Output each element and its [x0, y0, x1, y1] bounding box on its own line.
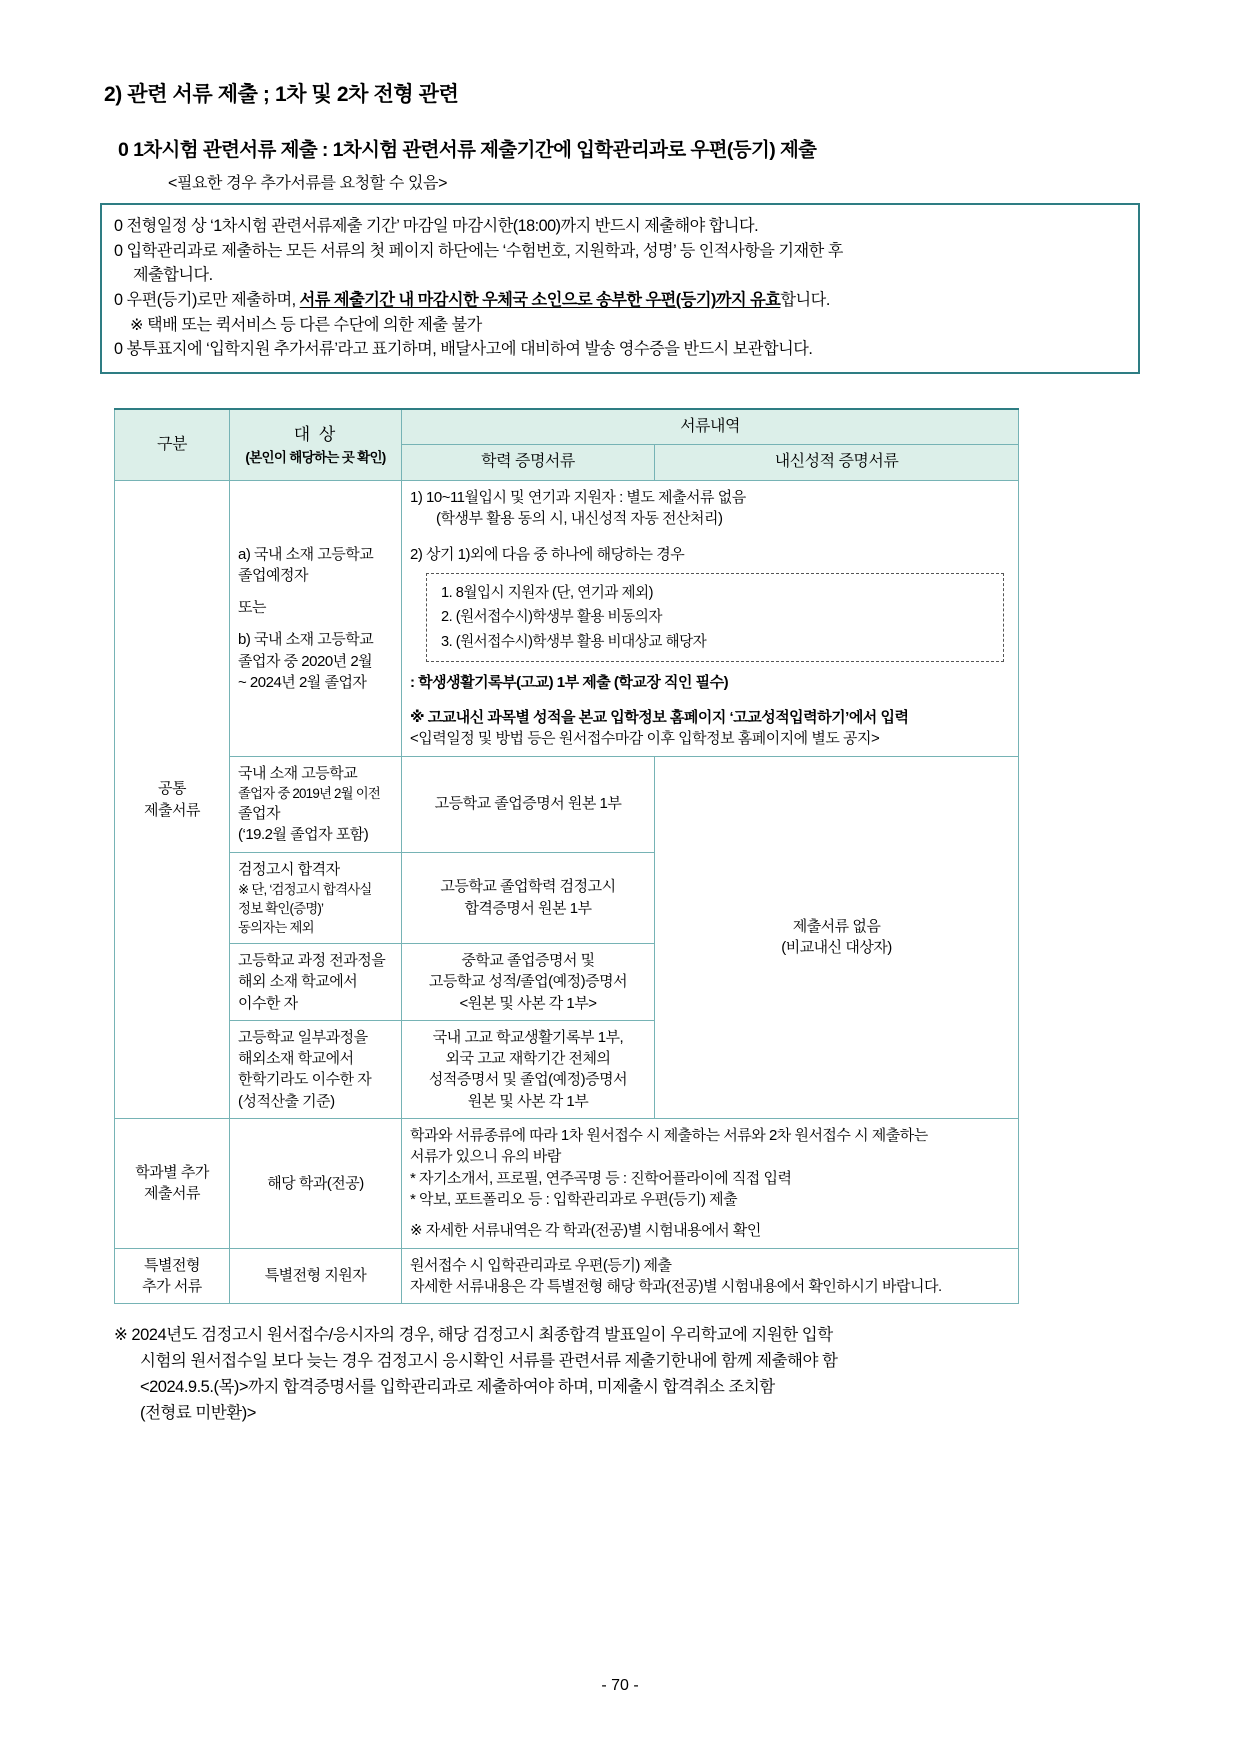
- cell-target-r1: [230, 481, 402, 756]
- r7-label-line1: 특별전형: [144, 1256, 200, 1274]
- r2-target-line4: (‘19.2월 졸업자 포함): [238, 826, 369, 844]
- r1-doc-4-line2: <입력일정 및 방법 등은 원서접수마감 이후 입학정보 홈페이지에 별도 공지>: [410, 730, 880, 748]
- common-label-line2: 제출서류: [144, 801, 200, 819]
- r1-doc-1-line2: (학생부 활용 동의 시, 내신성적 자동 전산처리): [436, 510, 723, 528]
- notice-line-2: 0 입학관리과로 제출하는 모든 서류의 첫 페이지 하단에는 ‘수험번호, 지원학과, 성명’ 등 인적사항을 기재한 후: [114, 241, 843, 260]
- r1-doc-3: : 학생생활기록부(고교) 1부 제출 (학교장 직인 필수): [410, 673, 729, 691]
- page-title: 2) 관련 서류 제출 ; 1차 및 2차 전형 관련: [104, 83, 459, 106]
- r7-doc-line2: 자세한 서류내용은 각 특별전형 해당 학과(전공)별 시험내용에서 확인하시기 바랍니다.: [410, 1277, 942, 1295]
- documents-table: [114, 408, 1019, 1304]
- r4-doc-line3: <원본 및 사본 각 1부>: [459, 994, 597, 1012]
- cell-dept-additional-label: [115, 1119, 230, 1248]
- table-row: [115, 481, 1019, 756]
- r6-doc-line4: * 악보, 포트폴리오 등 : 입학관리과로 우편(등기) 제출: [410, 1190, 738, 1208]
- notice-line-2b: 제출합니다.: [133, 266, 213, 285]
- cell-target-r5: [230, 1020, 402, 1118]
- notice-box: [100, 203, 1140, 374]
- notice-line-5: 0 봉투표지에 ‘입학지원 추가서류’라고 표기하며, 배달사고에 대비하여 발송 영수증을 반드시 보관합니다.: [114, 340, 813, 359]
- footnote-line-4: (전형료 미반환)>: [140, 1404, 256, 1423]
- naesin-line1: 제출서류 없음: [792, 918, 881, 936]
- cell-documents-r7: [402, 1248, 1019, 1304]
- th-category: 구분: [115, 409, 230, 481]
- r5-target-line4: (성적산출 기준): [238, 1092, 335, 1110]
- cell-target-r3: [230, 852, 402, 943]
- r6-label-line1: 학과별 추가: [135, 1163, 209, 1181]
- notice-line-1: 0 전형일정 상 ‘1차시험 관련서류제출 기간’ 마감일 마감시한(18:00)까지 반드시 제출해야 합니다.: [114, 217, 759, 235]
- footnote: [114, 1322, 1140, 1426]
- r7-label-line2: 추가 서류: [142, 1277, 202, 1295]
- r3-target-line1: 검정고시 합격자: [238, 860, 340, 878]
- th-school-record-certificate: 내신성적 증명서류: [655, 445, 1019, 481]
- r5-doc-line4: 원본 및 사본 각 1부: [467, 1092, 589, 1110]
- r4-target-line2: 해외 소재 학교에서: [238, 973, 358, 991]
- r1-target-b1: b) 국내 소재 고등학교: [238, 631, 374, 649]
- th-target-main: 대 상: [293, 424, 338, 444]
- cell-target-r7: 특별전형 지원자: [230, 1248, 402, 1304]
- naesin-line2: (비교내신 대상자): [781, 939, 892, 957]
- cell-documents-r1: [402, 481, 1019, 756]
- r4-doc-line2: 고등학교 성적/졸업(예정)증명서: [428, 973, 628, 991]
- r3-target-line4: 동의자는 제외: [238, 919, 314, 935]
- cell-academic-r4: [402, 943, 655, 1020]
- footnote-line-2: 시험의 원서접수일 보다 늦는 경우 검정고시 응시확인 서류를 관련서류 제출기한내에 함께 제출해야 함: [140, 1352, 838, 1371]
- r5-target-line3: 한학기라도 이수한 자: [238, 1071, 372, 1089]
- r1-target-b3: ~ 2024년 2월 졸업자: [238, 674, 367, 691]
- r3-target-line3: 정보 확인(증명)’: [238, 900, 324, 916]
- r1-doc-1-line1: 1) 10~11월입시 및 연기과 지원자 : 별도 제출서류 없음: [410, 489, 746, 507]
- cell-documents-r6: [402, 1119, 1019, 1248]
- cell-naesin-merged: [655, 756, 1019, 1118]
- cell-special-additional-label: [115, 1248, 230, 1304]
- spacer: [238, 618, 393, 629]
- cell-target-r4: [230, 943, 402, 1020]
- r6-doc-line2: 서류가 있으니 유의 바람: [410, 1148, 561, 1166]
- notice-line-4: ※ 택배 또는 퀵서비스 등 다른 수단에 의한 제출 불가: [130, 315, 482, 334]
- r1-condition-1: 1. 8월입시 지원자 (단, 연기과 제외): [441, 585, 654, 602]
- r6-doc-line5: ※ 자세한 서류내역은 각 학과(전공)별 시험내용에서 확인: [410, 1222, 761, 1240]
- r6-doc-line3: * 자기소개서, 프로필, 연주곡명 등 : 진학어플라이에 직접 입력: [410, 1169, 792, 1187]
- r4-target-line1: 고등학교 과정 전과정을: [238, 951, 386, 969]
- r5-doc-line3: 성적증명서 및 졸업(예정)증명서: [428, 1071, 628, 1089]
- cell-target-r2: [230, 756, 402, 852]
- r2-target-line1: 국내 소재 고등학교: [238, 764, 358, 782]
- r5-doc-line2: 외국 고교 재학기간 전체의: [445, 1050, 611, 1068]
- notice-line-3c: 합니다.: [780, 290, 830, 309]
- r1-condition-3: 3. (원서접수시)학생부 활용 비대상교 해당자: [441, 633, 707, 650]
- th-target-sub: (본인이 해당하는 곳 확인): [245, 450, 386, 466]
- r5-doc-line1: 국내 고교 학교생활기록부 1부,: [432, 1028, 624, 1046]
- r2-target-line3: 졸업자: [238, 804, 280, 822]
- r3-doc-line1: 고등학교 졸업학력 검정고시: [440, 878, 616, 896]
- table-header-row-1: [115, 409, 1019, 445]
- r1-target-a2: 졸업예정자: [238, 566, 308, 584]
- bullet-heading: 0 1차시험 관련서류 제출 : 1차시험 관련서류 제출기간에 입학관리과로 우편(등기) 제출: [118, 139, 817, 161]
- r5-target-line2: 해외소재 학교에서: [238, 1050, 354, 1068]
- r5-target-line1: 고등학교 일부과정을: [238, 1028, 368, 1046]
- sub-heading-note: <필요한 경우 추가서류를 요청할 수 있음>: [168, 175, 448, 192]
- r4-target-line3: 이수한 자: [238, 994, 298, 1012]
- r1-target-a1: a) 국내 소재 고등학교: [238, 545, 374, 563]
- spacer: [238, 586, 393, 597]
- common-label-line1: 공통: [158, 780, 186, 798]
- r3-target-line2: ※ 단, ‘검정고시 합격사실: [238, 881, 372, 897]
- r1-doc-2-line1: 2) 상기 1)외에 다음 중 하나에 해당하는 경우: [410, 545, 685, 563]
- table-head: [115, 409, 1019, 481]
- cell-academic-r2: 고등학교 졸업증명서 원본 1부: [402, 756, 655, 852]
- r3-doc-line2: 합격증명서 원본 1부: [464, 899, 592, 917]
- r1-condition-2: 2. (원서접수시)학생부 활용 비동의자: [441, 609, 662, 626]
- cell-academic-r5: [402, 1020, 655, 1118]
- th-documents-group: 서류내역: [402, 409, 1019, 445]
- r2-target-line2: 졸업자 중 2019년 2월 이전: [238, 785, 380, 801]
- r7-doc-line1: 원서접수 시 입학관리과로 우편(등기) 제출: [410, 1256, 672, 1274]
- r1-target-or: 또는: [238, 599, 266, 617]
- table-row: [115, 1248, 1019, 1304]
- cell-common-documents-label: [115, 481, 230, 1119]
- r1-target-b2: 졸업자 중 2020년 2월: [238, 652, 373, 670]
- r6-label-line2: 제출서류: [144, 1185, 200, 1203]
- footnote-line-1: ※ 2024년도 검정고시 원서접수/응시자의 경우, 해당 검정고시 최종합격 발표일이 우리학교에 지원한 입학: [114, 1326, 833, 1345]
- r1-doc-4-line1: ※ 고교내신 과목별 성적을 본교 입학정보 홈페이지 ‘고교성적입력하기’에서 입력: [410, 709, 909, 727]
- table-row: [115, 1119, 1019, 1248]
- notice-line-3-underline: 서류 제출기간 내 마감시한 우체국 소인으로 송부한 우편(등기)까지 유효: [299, 290, 781, 309]
- th-academic-certificate: 학력 증명서류: [402, 445, 655, 481]
- cell-academic-r3: [402, 852, 655, 943]
- notice-line-3: [114, 288, 1126, 313]
- table-row: [115, 756, 1019, 852]
- r6-doc-line1: 학과와 서류종류에 따라 1차 원서접수 시 제출하는 서류와 2차 원서접수 시 제출하는: [410, 1127, 928, 1145]
- table-body: [115, 481, 1019, 1304]
- page-number: - 70 -: [601, 1677, 639, 1694]
- notice-line-3a: 0 우편(등기)로만 제출하며,: [114, 290, 300, 309]
- r1-conditions-box: [426, 573, 1004, 662]
- cell-target-r6: 해당 학과(전공): [230, 1119, 402, 1248]
- footnote-line-3: <2024.9.5.(목)>까지 합격증명서를 입학관리과로 제출하여야 하며, 미제출시 합격취소 조치함: [140, 1378, 775, 1397]
- r4-doc-line1: 중학교 졸업증명서 및: [461, 951, 595, 969]
- th-target: [230, 409, 402, 481]
